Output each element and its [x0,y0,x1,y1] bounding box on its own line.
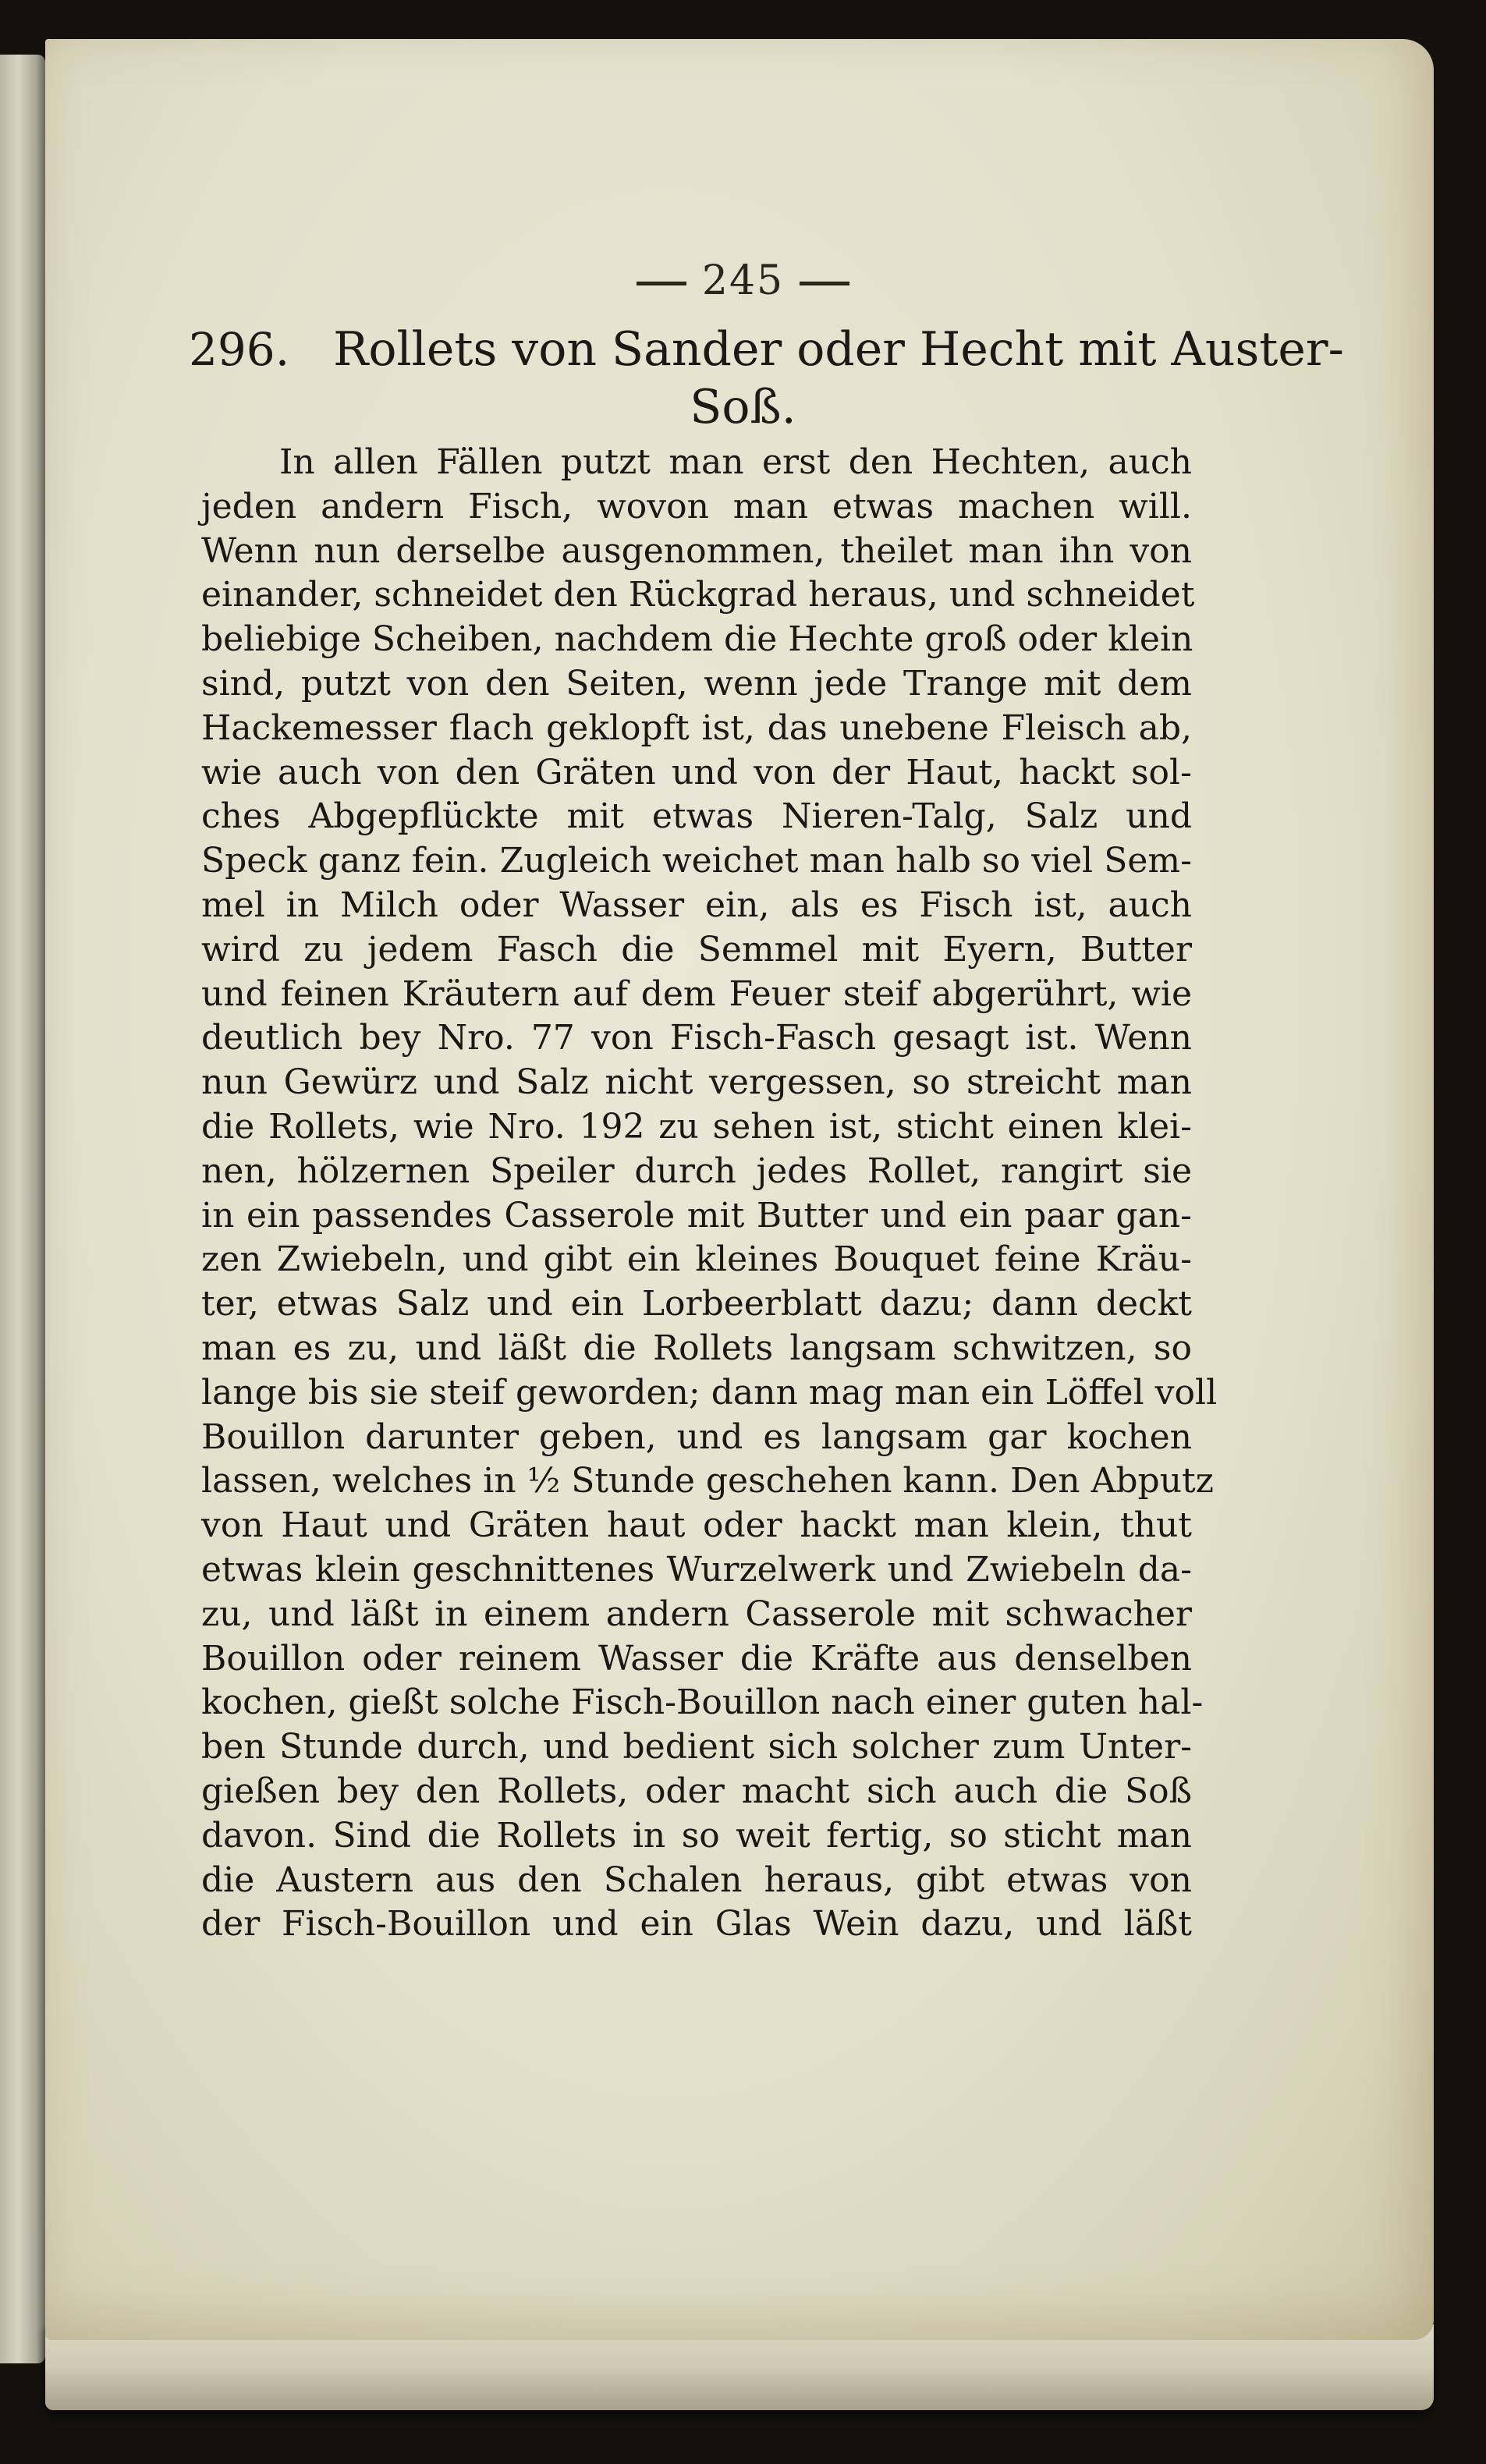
body-line: Speck ganz fein. Zugleich weichet man halb so viel Sem- [201,841,1192,881]
recipe-heading [189,322,1344,377]
body-line: Bouillon oder reinem Wasser die Kräfte aus denselben [201,1638,1192,1679]
body-line: zen Zwiebeln, und gibt ein kleines Bouquet feine Kräu- [201,1239,1192,1280]
recipe-heading-line1 [189,322,1344,377]
recipe-title-line1: Rollets von Sander oder Hecht mit Auster- [333,322,1344,377]
body-line: Bouillon darunter geben, und es langsam gar kochen [201,1416,1192,1457]
body-line: der Fisch-Bouillon und ein Glas Wein dazu, und läßt [201,1904,1192,1945]
body-line: ter, etwas Salz und ein Lorbeerblatt dazu; dann deckt [201,1284,1192,1324]
body-line: zu, und läßt in einem andern Casserole mit schwacher [201,1594,1192,1634]
recipe-number: 296. [189,323,290,376]
body-line: deutlich bey Nro. 77 von Fisch-Fasch gesagt ist. Wenn [201,1018,1192,1058]
page-number: 245 [701,257,785,304]
body-line: lange bis sie steif geworden; dann mag man ein Löffel voll [201,1372,1218,1413]
body-line: lassen, welches in ½ Stunde geschehen kann. Den Abputz [201,1461,1214,1501]
body-line: wird zu jedem Fasch die Semmel mit Eyern, Butter [201,929,1192,970]
body-line: nun Gewürz und Salz nicht vergessen, so streicht man [201,1062,1192,1103]
body-line: gießen bey den Rollets, oder macht sich auch die Soß [201,1771,1192,1811]
recipe-body-text [201,441,1218,1947]
recipe-title-line2: Soß. [690,380,796,434]
body-line: einander, schneidet den Rückgrad heraus, und schneidet [201,575,1195,615]
body-line: man es zu, und läßt die Rollets langsam schwitzen, so [201,1328,1192,1368]
body-line: und feinen Kräutern auf dem Feuer steif abgerührt, wie [201,973,1192,1014]
dash-right [800,282,849,285]
body-line: beliebige Scheiben, nachdem die Hechte groß oder klein [201,619,1193,660]
body-line: von Haut und Gräten haut oder hackt man klein, thut [201,1505,1192,1546]
body-line: ben Stunde durch, und bedient sich solcher zum Unter- [201,1727,1192,1767]
body-line: Hackemesser flach geklopft ist, das unebene Fleisch ab, [201,707,1192,748]
body-line: mel in Milch oder Wasser ein, als es Fisch ist, auch [201,885,1192,925]
body-line: Wenn nun derselbe ausgenommen, theilet man ihn von [201,530,1192,571]
body-line: in ein passendes Casserole mit Butter und ein paar gan- [201,1195,1192,1236]
body-line: die Rollets, wie Nro. 192 zu sehen ist, sticht einen klei- [201,1106,1192,1147]
body-line: nen, hölzernen Speiler durch jedes Rollet, rangirt sie [201,1150,1192,1191]
body-line: davon. Sind die Rollets in so weit fertig, so sticht man [201,1815,1192,1856]
body-line: kochen, gießt solche Fisch-Bouillon nach einer guten hal- [201,1682,1204,1723]
body-line: die Austern aus den Schalen heraus, gibt etwas von [201,1860,1192,1900]
body-line: jeden andern Fisch, wovon man etwas machen will. [201,486,1192,526]
dash-left [637,282,686,285]
body-line: wie auch von den Gräten und von der Haut, hackt sol- [201,752,1192,792]
body-line: sind, putzt von den Seiten, wenn jede Trange mit dem [201,663,1192,704]
body-line: In allen Fällen putzt man erst den Hechten, auch [279,442,1192,482]
body-line: ches Abgepflückte mit etwas Nieren-Talg, Salz und [201,796,1192,837]
body-line: etwas klein geschnittenes Wurzelwerk und Zwiebeln da- [201,1549,1192,1590]
page-number-header [0,257,1486,304]
